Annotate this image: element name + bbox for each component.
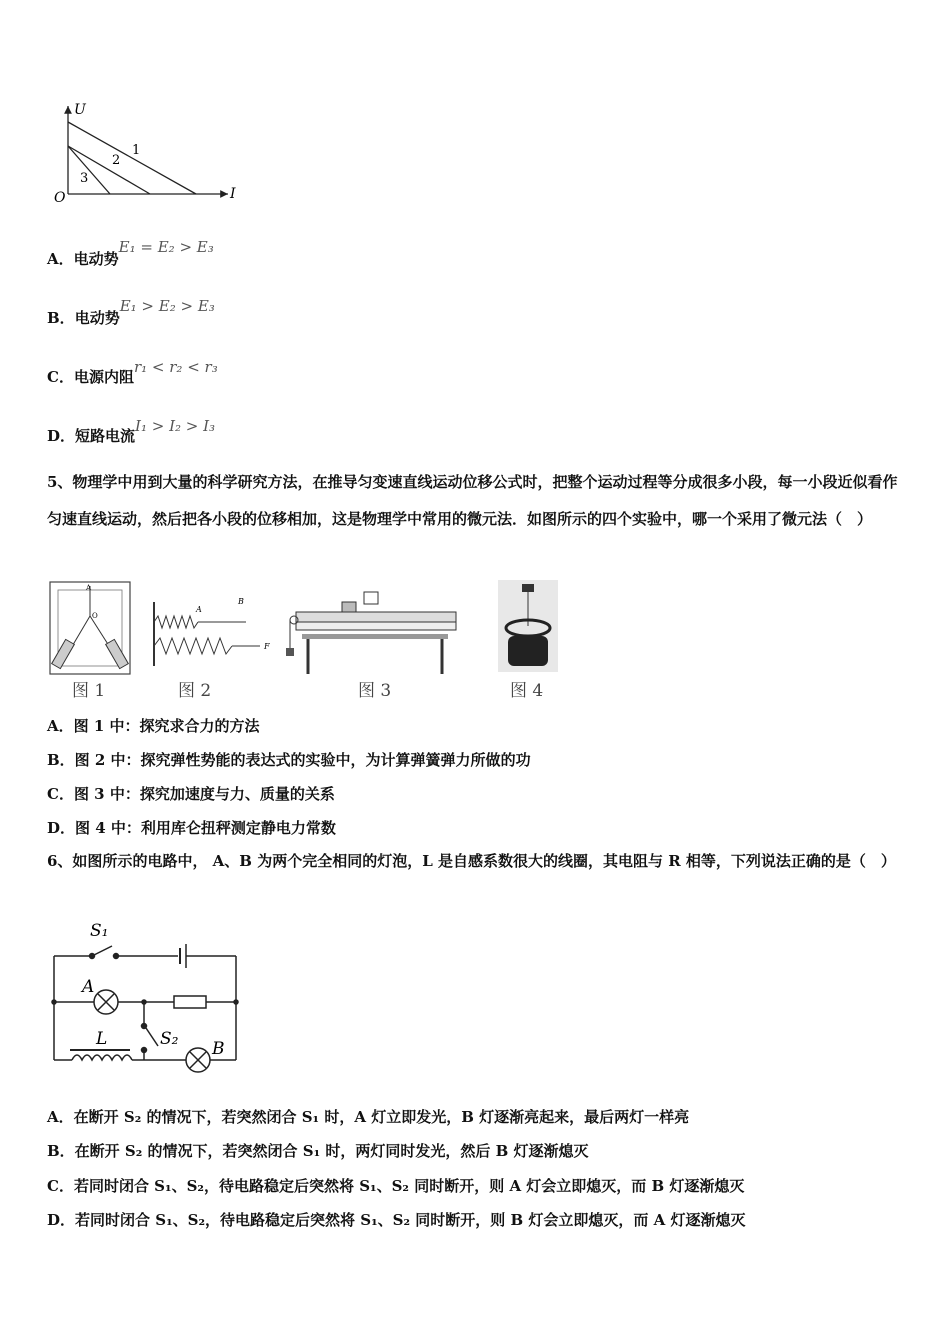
option-formula: E₁ = E₂ > E₃ bbox=[118, 238, 214, 256]
lamp-a-label: A bbox=[82, 977, 95, 997]
origin-label: O bbox=[54, 190, 66, 206]
q5-option-d[interactable]: D．图 4 中：利用库仑扭秤测定静电力常数 bbox=[47, 819, 336, 837]
q6-option-a[interactable]: A．在断开 S₂ 的情况下，若突然闭合 S₁ 时，A 灯立即发光，B 灯逐渐亮起来，最后两灯一样亮 bbox=[47, 1108, 690, 1126]
option-text: 电动势 bbox=[73, 250, 119, 268]
q6-option-b[interactable]: B．在断开 S₂ 的情况下，若突然闭合 S₁ 时，两灯同时发光，然后 B 灯逐渐熄灭 bbox=[47, 1142, 589, 1160]
figure-3-label: 图 3 bbox=[358, 681, 392, 701]
q6-circuit bbox=[46, 916, 256, 1076]
option-letter: B． bbox=[47, 309, 75, 327]
q5-stem: 5、物理学中用到大量的科学研究方法，在推导匀变速直线运动位移公式时，把整个运动过程等分成很多小段，每一小段近似看作匀速直线运动，然后把各小段的位移相加，这是物理学中常用的微元法．如图所示的四个实验中，哪一个采用了微元法（ ） bbox=[47, 473, 898, 528]
ui-graph bbox=[50, 100, 250, 208]
x-axis-label: I bbox=[230, 186, 236, 202]
q4-option-a[interactable] bbox=[47, 238, 214, 269]
svg-text:O: O bbox=[92, 612, 98, 620]
line-1-label: 1 bbox=[132, 143, 141, 158]
line-3 bbox=[68, 146, 110, 194]
s1-label: S₁ bbox=[90, 921, 109, 941]
q4-option-c[interactable] bbox=[47, 358, 218, 387]
coil-l-label: L bbox=[96, 1029, 108, 1049]
q4-option-d[interactable] bbox=[47, 417, 216, 446]
y-axis-label: U bbox=[74, 102, 86, 118]
q4-option-b[interactable] bbox=[47, 297, 215, 328]
q5-figures bbox=[46, 578, 566, 706]
figure-4-torsion-balance bbox=[498, 580, 558, 672]
q5-option-b[interactable]: B．图 2 中：探究弹性势能的表达式的实验中，为计算弹簧弹力所做的功 bbox=[47, 751, 531, 769]
q5-option-c[interactable]: C．图 3 中：探究加速度与力、质量的关系 bbox=[47, 785, 335, 803]
svg-text:A: A bbox=[86, 584, 92, 592]
figure-4-label: 图 4 bbox=[510, 681, 544, 701]
s2-label: S₂ bbox=[160, 1029, 179, 1049]
option-text: 电源内阻 bbox=[73, 368, 134, 386]
option-text: 短路电流 bbox=[75, 427, 136, 445]
lamp-b-label: B bbox=[212, 1039, 225, 1059]
svg-text:F: F bbox=[264, 642, 270, 651]
line-3-label: 3 bbox=[80, 171, 89, 186]
figure-1-force-board bbox=[50, 582, 130, 674]
svg-text:A: A bbox=[196, 605, 202, 614]
option-text: 电动势 bbox=[74, 309, 120, 327]
option-letter: D． bbox=[47, 427, 76, 445]
option-formula: r₁ < r₂ < r₃ bbox=[133, 358, 218, 376]
q6-option-d[interactable]: D．若同时闭合 S₁、S₂，待电路稳定后突然将 S₁、S₂ 同时断开，则 B 灯会立即熄灭，而 A 灯逐渐熄灭 bbox=[47, 1211, 746, 1229]
q5-option-a[interactable]: A．图 1 中：探究求合力的方法 bbox=[47, 717, 260, 735]
figure-3-air-track bbox=[286, 592, 456, 674]
q6-stem: 6、如图所示的电路中， A、B 为两个完全相同的灯泡，L 是自感系数很大的线圈，其电阻与 R 相等，下列说法正确的是（ ） bbox=[47, 852, 896, 870]
option-formula: E₁ > E₂ > E₃ bbox=[119, 297, 215, 315]
option-letter: A． bbox=[47, 250, 74, 268]
svg-text:B: B bbox=[238, 597, 244, 606]
figure-1-label: 图 1 bbox=[72, 681, 106, 701]
figure-2-spring bbox=[154, 597, 270, 666]
figure-2-label: 图 2 bbox=[178, 681, 212, 701]
q6-option-c[interactable]: C．若同时闭合 S₁、S₂，待电路稳定后突然将 S₁、S₂ 同时断开，则 A 灯会立即熄灭，而 B 灯逐渐熄灭 bbox=[47, 1177, 745, 1195]
line-2-label: 2 bbox=[112, 153, 121, 168]
option-formula: I₁ > I₂ > I₃ bbox=[135, 417, 216, 435]
option-letter: C． bbox=[47, 368, 74, 386]
